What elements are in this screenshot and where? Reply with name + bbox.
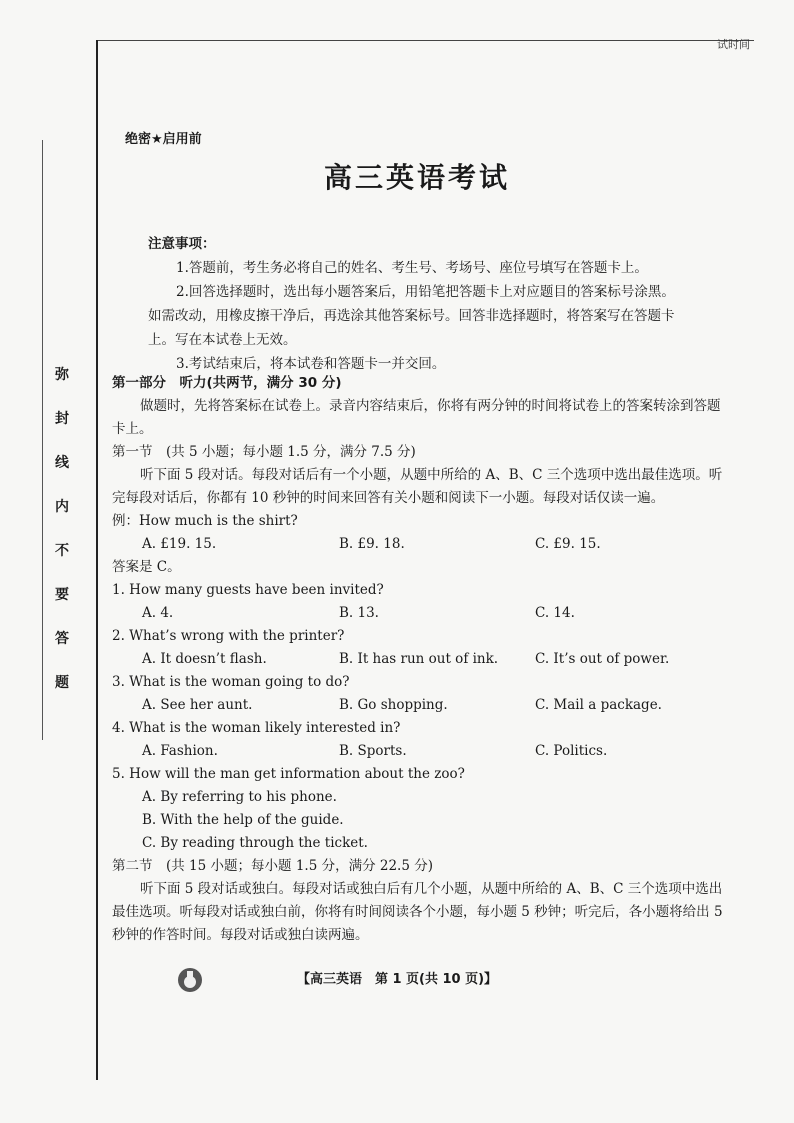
question-2-options	[112, 648, 732, 671]
page-footer: 【高三英语 第 1 页(共 10 页)】	[296, 972, 498, 987]
binding-char: 题	[55, 675, 69, 691]
example-answer: 答案是 C。	[112, 559, 181, 575]
binding-notice	[52, 368, 72, 690]
option-a: A. It doesn’t flash.	[142, 651, 267, 667]
option-b: B. It has run out of ink.	[339, 651, 499, 667]
example-question: 例：How much is the shirt?	[112, 513, 298, 529]
section2-intro: 听下面 5 段对话或独白。每段对话或独白后有几个小题，从题中所给的 A、B、C 三个选项中选出最佳选项。听每段对话或独白前，你将有时间阅读各个小题，每小题 5 秒钟；听完后，各小题将给出 5 秒钟的作答时间。每段对话或独白读两遍。	[112, 881, 723, 943]
binding-char: 线	[55, 455, 69, 471]
question-4: 4. What is the woman likely interested in?	[112, 720, 401, 736]
binding-char: 弥	[55, 367, 69, 383]
binding-char: 要	[55, 587, 69, 603]
option-c: C. £9. 15.	[535, 536, 601, 552]
question-2: 2. What’s wrong with the printer?	[112, 628, 345, 644]
option-a: A. 4.	[142, 605, 174, 621]
binding-line	[96, 40, 98, 1080]
binding-char: 封	[55, 411, 69, 427]
option-a: A. See her aunt.	[142, 697, 253, 713]
question-4-options	[112, 740, 732, 763]
part-heading: 第一部分 听力(共两节，满分 30 分)	[112, 375, 342, 391]
section1-intro: 听下面 5 段对话。每段对话后有一个小题，从题中所给的 A、B、C 三个选项中选出最佳选项。听完每段对话后，你都有 10 秒钟的时间来回答有关小题和阅读下一小题。每段对话仅读一遍。	[112, 467, 723, 506]
question-1-options	[112, 602, 732, 625]
notice-item: 3.考试结束后，将本试卷和答题卡一并交回。	[176, 356, 446, 372]
question-5: 5. How will the man get information about the zoo?	[112, 766, 465, 782]
page-top-edge	[98, 40, 754, 41]
option-b: B. £9. 18.	[339, 536, 405, 552]
option-c: C. By reading through the ticket.	[142, 835, 368, 851]
binding-line-outer	[42, 140, 43, 740]
section1-heading: 第一节 (共 5 小题；每小题 1.5 分，满分 7.5 分)	[112, 444, 416, 460]
option-c: C. Politics.	[535, 743, 608, 759]
listening-part	[112, 372, 732, 947]
question-3-options	[112, 694, 732, 717]
notice-item: 2.回答选择题时，选出每小题答案后，用铅笔把答题卡上对应题目的答案标号涂黑。如需改动，用橡皮擦干净后，再选涂其他答案标号。回答非选择题时，将答案写在答题卡上。写在本试卷上无效。	[148, 284, 675, 348]
binding-char: 内	[55, 499, 69, 515]
option-c: C. It’s out of power.	[535, 651, 670, 667]
question-3: 3. What is the woman going to do?	[112, 674, 350, 690]
binding-char: 不	[55, 543, 69, 559]
option-b: B. Go shopping.	[339, 697, 448, 713]
option-b: B. Sports.	[339, 743, 407, 759]
notice-block	[148, 232, 688, 376]
option-b: B. 13.	[339, 605, 379, 621]
option-c: C. 14.	[535, 605, 575, 621]
example-options	[112, 533, 732, 556]
question-1: 1. How many guests have been invited?	[112, 582, 384, 598]
option-c: C. Mail a package.	[535, 697, 662, 713]
notice-heading: 注意事项：	[148, 236, 216, 252]
top-scribble: 试时间	[717, 38, 750, 51]
binding-char: 答	[55, 631, 69, 647]
option-a: A. By referring to his phone.	[142, 789, 337, 805]
notice-item: 1.答题前，考生务必将自己的姓名、考生号、考场号、座位号填写在答题卡上。	[176, 260, 648, 276]
option-a: A. £19. 15.	[142, 536, 217, 552]
option-b: B. With the help of the guide.	[142, 812, 344, 828]
page-title: 高三英语考试	[323, 161, 510, 194]
secret-label: 绝密★启用前	[125, 132, 202, 147]
option-a: A. Fashion.	[142, 743, 218, 759]
part-intro: 做题时，先将答案标在试卷上。录音内容结束后，你将有两分钟的时间将试卷上的答案转涂到答题卡上。	[112, 398, 721, 437]
section2-heading: 第二节 (共 15 小题；每小题 1.5 分，满分 22.5 分)	[112, 858, 433, 874]
